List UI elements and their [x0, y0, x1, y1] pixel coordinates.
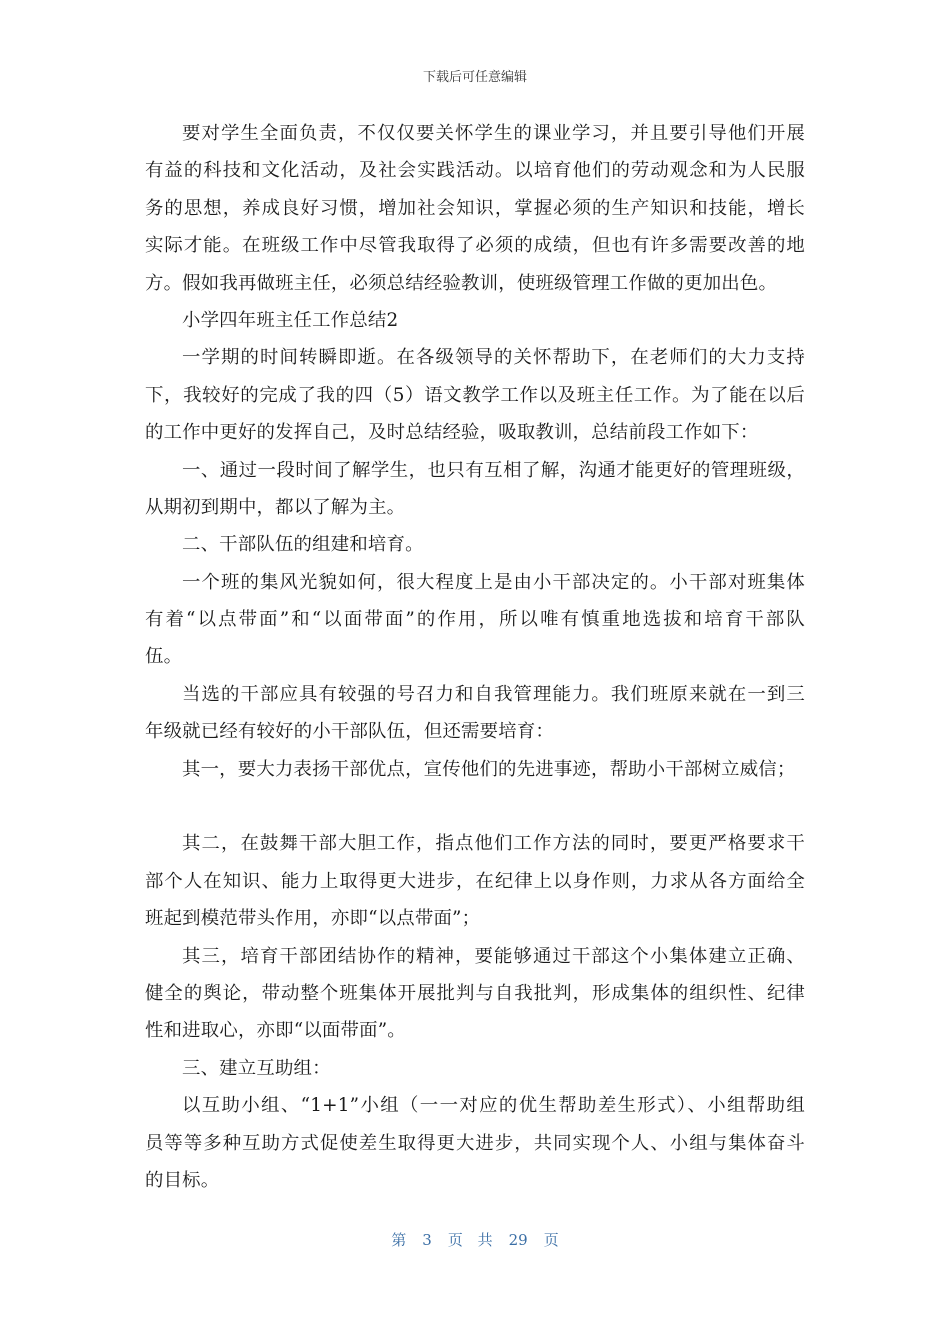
paragraph-line: 部个人在知识、能力上取得更大进步，在纪律上以身作则，力求从各方面给全 — [145, 870, 805, 892]
paragraph-line: 一个班的集风光貌如何，很大程度上是由小干部决定的。小干部对班集体 — [182, 571, 805, 593]
paragraph-line: 下，我较好的完成了我的四（5）语文教学工作以及班主任工作。为了能在以后 — [145, 384, 805, 406]
paragraph-line: 性和进取心，亦即“以面带面”。 — [145, 1020, 406, 1042]
paragraph-line: 其二，在鼓舞干部大胆工作，指点他们工作方法的同时，要更严格要求干 — [182, 833, 805, 855]
paragraph-line: 二、干部队伍的组建和培育。 — [182, 534, 424, 556]
paragraph-line: 其一，要大力表扬干部优点，宣传他们的先进事迹，帮助小干部树立威信； — [182, 758, 796, 780]
paragraph-line: 班起到模范带头作用，亦即“以点带面”； — [145, 908, 481, 930]
paragraph-line: 有益的科技和文化活动，及社会实践活动。以培育他们的劳动观念和为人民服 — [145, 160, 805, 182]
page-footer — [0, 1229, 950, 1250]
paragraph-line: 的目标。 — [145, 1169, 220, 1191]
paragraph-line: 一、通过一段时间了解学生，也只有互相了解，沟通才能更好的管理班级， — [182, 459, 805, 481]
paragraph-line: 有着“以点带面”和“以面带面”的作用，所以唯有慎重地选拔和培育干部队 — [145, 609, 805, 631]
section-title: 小学四年班主任工作总结2 — [182, 309, 399, 331]
footer-label-end: 页 — [543, 1231, 559, 1249]
footer-total-pages: 29 — [508, 1231, 528, 1249]
footer-current-page: 3 — [422, 1231, 432, 1249]
paragraph-line: 一学期的时间转瞬即逝。在各级领导的关怀帮助下，在老师们的大力支持 — [182, 347, 805, 369]
paragraph-line: 的工作中更好的发挥自己，及时总结经验，吸取教训，总结前段工作如下： — [145, 422, 759, 444]
paragraph-line: 年级就已经有较好的小干部队伍，但还需要培育： — [145, 721, 554, 743]
paragraph-line: 其三，培育干部团结协作的精神，要能够通过干部这个小集体建立正确、 — [182, 945, 805, 967]
paragraph-line: 实际才能。在班级工作中尽管我取得了必须的成绩，但也有许多需要改善的地 — [145, 235, 805, 257]
paragraph-line: 务的思想，养成良好习惯，增加社会知识，掌握必须的生产知识和技能，增长 — [145, 197, 805, 219]
paragraph-line: 三、建立互助组： — [182, 1057, 331, 1079]
paragraph-line: 伍。 — [145, 646, 183, 668]
paragraph-line: 健全的舆论，带动整个班集体开展批判与自我批判，形成集体的组织性、纪律 — [145, 982, 805, 1004]
blank-line — [145, 788, 805, 825]
paragraph-line: 员等等多种互助方式促使差生取得更大进步，共同实现个人、小组与集体奋斗 — [145, 1132, 805, 1154]
footer-label-page: 第 — [391, 1231, 407, 1249]
document-body — [145, 115, 805, 1199]
paragraph-line: 从期初到期中，都以了解为主。 — [145, 496, 406, 518]
paragraph-line: 当选的干部应具有较强的号召力和自我管理能力。我们班原来就在一到三 — [182, 683, 805, 705]
footer-label-of: 页 共 — [447, 1231, 493, 1249]
paragraph-line: 方。假如我再做班主任，必须总结经验教训，使班级管理工作做的更加出色。 — [145, 272, 778, 294]
paragraph-line: 要对学生全面负责，不仅仅要关怀学生的课业学习，并且要引导他们开展 — [182, 123, 805, 144]
paragraph-line: 以互助小组、“1+1”小组（一一对应的优生帮助差生形式）、小组帮助组 — [182, 1095, 805, 1117]
page-header: 下载后可任意编辑 — [422, 70, 527, 85]
